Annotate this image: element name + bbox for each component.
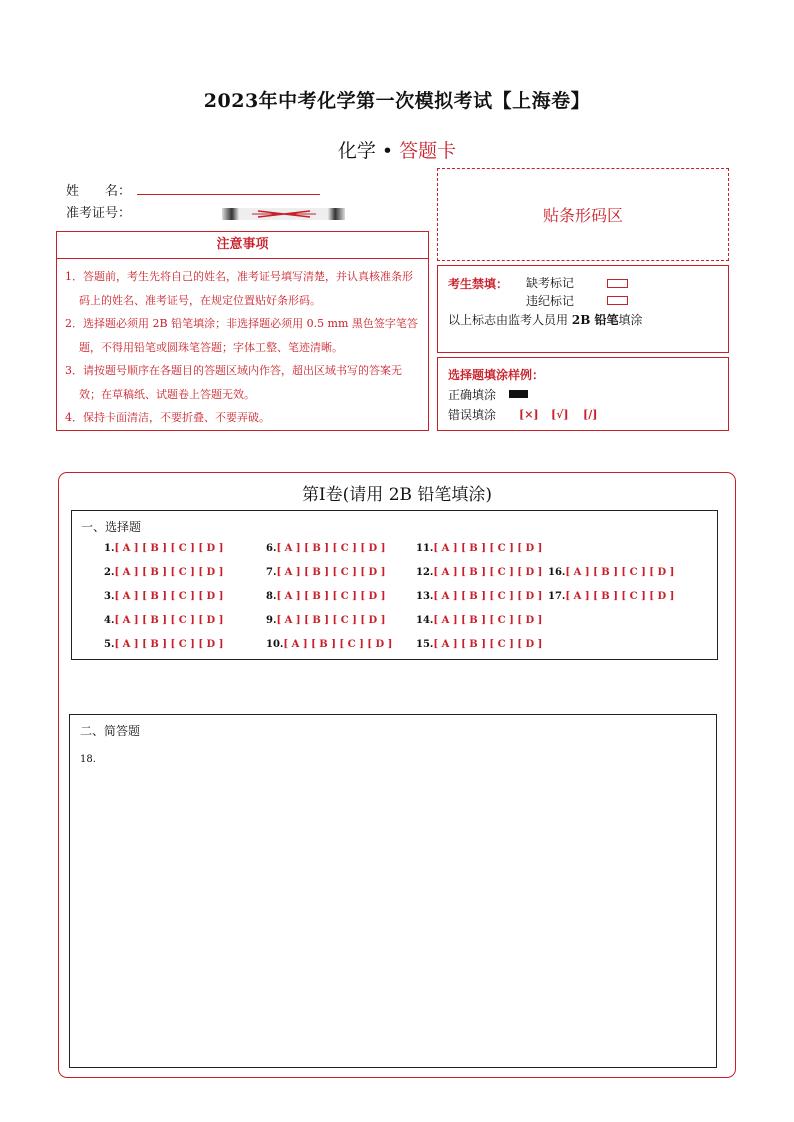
mc-question[interactable]: 9.[ A ] [ B ] [ C ] [ D ] [266, 615, 386, 626]
exam-id-label: 准考证号： [66, 206, 132, 221]
ban-note-a: 以上标志由监考人员用 [448, 313, 569, 327]
absent-mark-box[interactable] [607, 279, 628, 288]
short-answer-section[interactable] [69, 714, 717, 1068]
wrong-fill-label: 错误填涂 [448, 408, 497, 422]
notice-item: 2．选择题必须用 2B 铅笔填涂；非选择题必须用 0.5 mm 黑色签字笔答题，不得用铅笔或圆珠笔答题；字体工整、笔迹清晰。 [65, 317, 418, 354]
mc-question[interactable]: 2.[ A ] [ B ] [ C ] [ D ] [104, 567, 224, 578]
mc-question[interactable]: 13.[ A ] [ B ] [ C ] [ D ] [416, 591, 543, 602]
correct-fill-sample [509, 390, 528, 398]
mc-question[interactable]: 14.[ A ] [ B ] [ C ] [ D ] [416, 615, 543, 626]
mc-question[interactable]: 17.[ A ] [ B ] [ C ] [ D ] [548, 591, 675, 602]
notice-item: 4．保持卡面清洁，不要折叠、不要弄破。 [65, 411, 270, 424]
mc-question[interactable]: 12.[ A ] [ B ] [ C ] [ D ] [416, 567, 543, 578]
mc-question[interactable]: 6.[ A ] [ B ] [ C ] [ D ] [266, 543, 386, 554]
wrong-mark-cross: [×] [519, 408, 539, 421]
barcode-zone [437, 168, 729, 261]
absent-label: 缺考标记 [526, 276, 575, 290]
mc-question[interactable]: 7.[ A ] [ B ] [ C ] [ D ] [266, 567, 386, 578]
part1-title: 第Ⅰ卷(请用 2B 铅笔填涂) [301, 485, 493, 505]
ban-note-c: 填涂 [618, 313, 643, 327]
notice-list [57, 259, 428, 430]
exam-title: 2023年中考化学第一次模拟考试【上海卷】 [203, 90, 591, 112]
notice-heading: 注意事项 [57, 232, 428, 259]
correct-fill-label: 正确填涂 [448, 388, 497, 402]
mc-section [71, 510, 718, 660]
ban-note-b: 2B 铅笔 [571, 313, 619, 327]
notice-item: 1．答题前，考生先将自己的姓名，准考证号填写清楚，并认真核准条形码上的姓名、准考证号，在规定位置贴好条形码。 [65, 270, 413, 307]
redacted-id-graphic [222, 207, 345, 221]
examiner-only-box [437, 265, 729, 353]
ban-label: 考生禁填： [448, 277, 509, 291]
mc-question[interactable]: 16.[ A ] [ B ] [ C ] [ D ] [548, 567, 675, 578]
mc-question[interactable]: 4.[ A ] [ B ] [ C ] [ D ] [104, 615, 224, 626]
mc-question[interactable]: 8.[ A ] [ B ] [ C ] [ D ] [266, 591, 386, 602]
barcode-zone-label: 贴条形码区 [542, 206, 623, 225]
mc-question[interactable]: 1.[ A ] [ B ] [ C ] [ D ] [104, 543, 224, 554]
card-subtitle [0, 136, 794, 163]
short-answer-title: 二、简答题 [80, 724, 141, 738]
name-field[interactable] [137, 194, 320, 195]
violation-label: 违纪标记 [526, 294, 575, 308]
violation-mark-box[interactable] [607, 296, 628, 305]
mc-section-title: 一、选择题 [81, 520, 142, 534]
fill-sample-box [437, 357, 729, 431]
wrong-mark-slash: [/] [583, 408, 598, 421]
mc-question[interactable]: 3.[ A ] [ B ] [ C ] [ D ] [104, 591, 224, 602]
mc-question[interactable]: 11.[ A ] [ B ] [ C ] [ D ] [416, 543, 543, 554]
notice-box [56, 231, 429, 431]
name-label: 姓 名： [66, 184, 132, 199]
sample-heading: 选择题填涂样例： [448, 368, 545, 382]
answer-card-label: 答题卡 [399, 140, 457, 162]
mc-question[interactable]: 10.[ A ] [ B ] [ C ] [ D ] [266, 639, 393, 650]
notice-item: 3．请按题号顺序在各题目的答题区域内作答，超出区域书写的答案无效；在草稿纸、试题卷上答题无效。 [65, 364, 402, 401]
subject-label: 化学 • [337, 140, 394, 162]
exam-id-field[interactable] [222, 206, 345, 220]
wrong-mark-check: [√] [551, 408, 569, 421]
mc-question[interactable]: 5.[ A ] [ B ] [ C ] [ D ] [104, 639, 224, 650]
question-18-label: 18. [80, 754, 96, 765]
mc-question[interactable]: 15.[ A ] [ B ] [ C ] [ D ] [416, 639, 543, 650]
ban-note [448, 311, 643, 328]
